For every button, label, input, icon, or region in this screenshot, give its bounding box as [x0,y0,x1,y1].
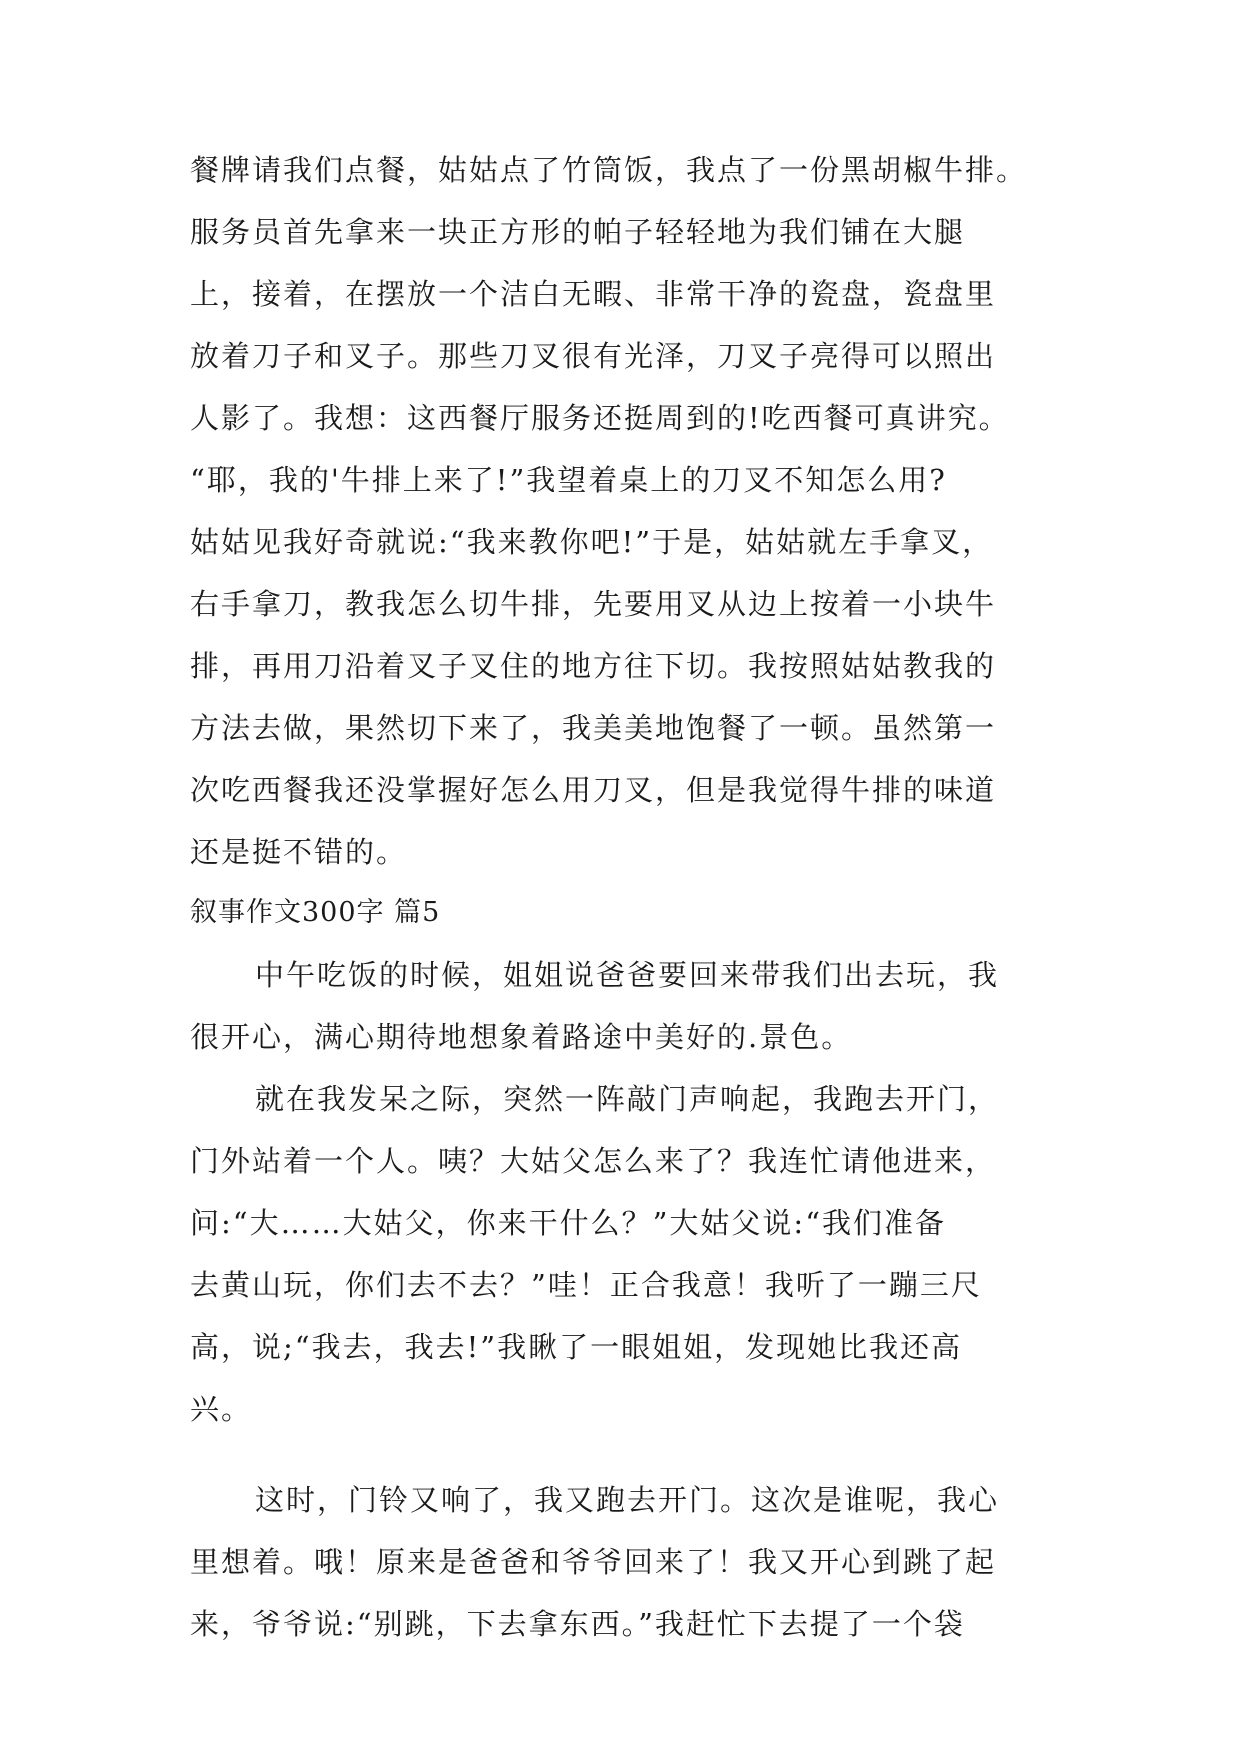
text-line: 很开心，满心期待地想象着路途中美好的.景色。 [190,1020,853,1054]
text-line: 来，爷爷说:“别跳，下去拿东西。”我赶忙下去提了一个袋 [190,1607,965,1641]
text-line: 上，接着，在摆放一个洁白无暇、非常干净的瓷盘，瓷盘里 [190,277,997,311]
text-line: 方法去做，果然切下来了，我美美地饱餐了一顿。虽然第一 [190,711,997,745]
paragraph-first-line: 这时，门铃又响了，我又跑去开门。这次是谁呢，我心 [255,1483,1000,1517]
text-line: 里想着。哦！原来是爸爸和爷爷回来了！我又开心到跳了起 [190,1545,997,1579]
text-line: 服务员首先拿来一块正方形的帕子轻轻地为我们铺在大腿 [190,215,966,249]
text-line: 右手拿刀，教我怎么切牛排，先要用叉从边上按着一小块牛 [190,587,997,621]
text-line: 次吃西餐我还没掌握好怎么用刀叉，但是我觉得牛排的味道 [190,773,997,807]
text-line: 还是挺不错的。 [190,835,408,869]
text-line: 姑姑见我好奇就说:“我来教你吧!”于是，姑姑就左手拿叉， [190,525,994,559]
section-heading: 叙事作文300字 篇5 [190,897,441,928]
text-line: 餐牌请我们点餐，姑姑点了竹筒饭，我点了一份黑胡椒牛排。 [190,153,1028,187]
text-line: 兴。 [190,1392,253,1426]
text-line: 高，说;“我去，我去!”我瞅了一眼姐姐，发现她比我还高 [190,1330,963,1364]
paragraph-first-line: 中午吃饭的时候，姐姐说爸爸要回来带我们出去玩，我 [255,958,1000,992]
text-line: “耶，我的'牛排上来了!”我望着桌上的刀叉不知怎么用? [190,463,947,497]
text-line: 问:“大……大姑父，你来干什么？”大姑父说:“我们准备 [190,1206,947,1240]
text-line: 门外站着一个人。咦？大姑父怎么来了？我连忙请他进来， [190,1144,997,1178]
text-line: 放着刀子和叉子。那些刀叉很有光泽，刀叉子亮得可以照出 [190,339,997,373]
text-line: 人影了。我想：这西餐厅服务还挺周到的!吃西餐可真讲究。 [190,401,1010,435]
text-line: 排，再用刀沿着叉子叉住的地方往下切。我按照姑姑教我的 [190,649,997,683]
paragraph-first-line: 就在我发呆之际，突然一阵敲门声响起，我跑去开门， [255,1082,1000,1116]
text-line: 去黄山玩，你们去不去？”哇！正合我意！我听了一蹦三尺 [190,1268,982,1302]
